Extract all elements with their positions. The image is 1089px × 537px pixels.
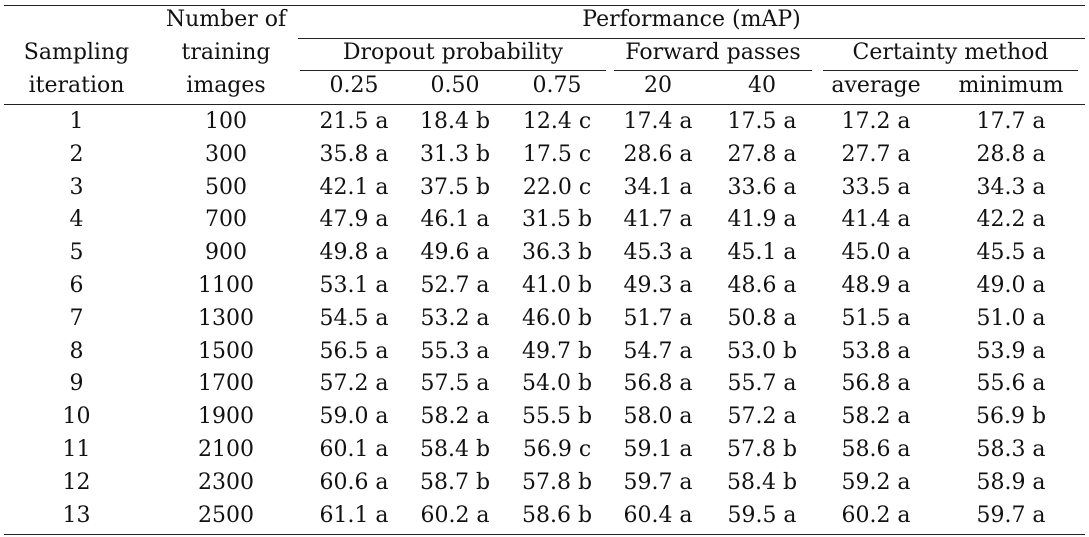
cell-dropout-050: 49.6 a [420, 240, 490, 265]
cell-dropout-075: 12.4 c [522, 109, 592, 134]
cell-dropout-075: 46.0 b [521, 306, 593, 331]
cell-certainty-average: 60.2 a [841, 503, 911, 528]
cell-dropout-075: 54.0 b [521, 371, 593, 396]
cell-forward-40: 17.5 a [727, 109, 797, 134]
cell-images: 500 [205, 175, 247, 200]
cell-dropout-075: 49.7 b [521, 339, 593, 364]
cell-images: 1700 [198, 371, 254, 396]
cell-forward-40: 57.2 a [727, 404, 797, 429]
cell-forward-40: 55.7 a [727, 371, 797, 396]
cell-dropout-050: 53.2 a [420, 306, 490, 331]
cell-dropout-075: 31.5 b [521, 207, 593, 232]
cell-dropout-050: 57.5 a [420, 371, 490, 396]
header-images-line2: training [181, 40, 271, 65]
cell-certainty-minimum: 55.6 a [976, 371, 1046, 396]
header-sub-minimum: minimum [958, 73, 1064, 98]
cell-iteration: 3 [69, 175, 84, 200]
performance-rule [298, 38, 1085, 39]
cell-dropout-025: 54.5 a [319, 306, 389, 331]
cell-forward-40: 57.8 b [726, 437, 798, 462]
cell-images: 900 [205, 240, 247, 265]
cell-certainty-minimum: 34.3 a [976, 175, 1046, 200]
cell-dropout-025: 59.0 a [319, 404, 389, 429]
cell-forward-20: 54.7 a [623, 339, 693, 364]
cell-dropout-025: 35.8 a [319, 142, 389, 167]
cell-dropout-075: 22.0 c [522, 175, 592, 200]
cell-certainty-minimum: 53.9 a [976, 339, 1046, 364]
cell-dropout-050: 58.4 b [419, 437, 491, 462]
cell-certainty-average: 27.7 a [841, 142, 911, 167]
cell-dropout-025: 47.9 a [319, 207, 389, 232]
header-images-line3: images [186, 73, 266, 98]
cell-forward-20: 34.1 a [623, 175, 693, 200]
cell-dropout-025: 57.2 a [319, 371, 389, 396]
cell-dropout-025: 21.5 a [319, 109, 389, 134]
cell-forward-20: 28.6 a [623, 142, 693, 167]
cell-iteration: 4 [69, 207, 84, 232]
cell-dropout-050: 52.7 a [420, 273, 490, 298]
cell-forward-40: 59.5 a [727, 503, 797, 528]
cell-dropout-050: 55.3 a [420, 339, 490, 364]
header-sub-dropout-075: 0.75 [532, 73, 582, 98]
cell-certainty-average: 53.8 a [841, 339, 911, 364]
cell-dropout-075: 55.5 b [521, 404, 593, 429]
header-forward-group: Forward passes [625, 40, 801, 65]
cell-dropout-075: 56.9 c [522, 437, 592, 462]
cell-dropout-050: 58.2 a [420, 404, 490, 429]
header-sub-average: average [831, 73, 921, 98]
header-iteration-line1: Sampling [23, 40, 130, 65]
cell-dropout-050: 31.3 b [419, 142, 491, 167]
cell-dropout-025: 60.6 a [319, 470, 389, 495]
bottom-rule [4, 534, 1085, 535]
cell-dropout-075: 58.6 b [521, 503, 593, 528]
cell-forward-20: 59.1 a [623, 437, 693, 462]
cell-certainty-minimum: 59.7 a [976, 503, 1046, 528]
cell-certainty-minimum: 49.0 a [976, 273, 1046, 298]
certainty-rule [823, 70, 1078, 71]
cell-dropout-050: 58.7 b [419, 470, 491, 495]
cell-certainty-minimum: 51.0 a [976, 306, 1046, 331]
cell-dropout-050: 46.1 a [420, 207, 490, 232]
cell-certainty-minimum: 17.7 a [976, 109, 1046, 134]
header-certainty-group: Certainty method [852, 40, 1049, 65]
forward-rule [614, 70, 812, 71]
cell-certainty-average: 58.2 a [841, 404, 911, 429]
header-sub-forward-20: 20 [644, 73, 672, 98]
cell-images: 100 [205, 109, 247, 134]
cell-images: 300 [205, 142, 247, 167]
cell-dropout-050: 18.4 b [419, 109, 491, 134]
cell-iteration: 12 [62, 470, 91, 495]
cell-dropout-075: 57.8 b [521, 470, 593, 495]
cell-dropout-050: 60.2 a [420, 503, 490, 528]
cell-iteration: 13 [62, 503, 91, 528]
cell-iteration: 1 [69, 109, 84, 134]
cell-forward-20: 60.4 a [623, 503, 693, 528]
cell-iteration: 11 [62, 437, 91, 462]
header-sub-forward-40: 40 [748, 73, 776, 98]
cell-iteration: 6 [69, 273, 84, 298]
cell-images: 1100 [198, 273, 254, 298]
header-rule [4, 104, 1085, 105]
cell-iteration: 2 [69, 142, 84, 167]
cell-certainty-minimum: 28.8 a [976, 142, 1046, 167]
cell-certainty-average: 56.8 a [841, 371, 911, 396]
cell-certainty-minimum: 56.9 b [975, 404, 1047, 429]
cell-forward-40: 27.8 a [727, 142, 797, 167]
cell-forward-20: 45.3 a [623, 240, 693, 265]
cell-certainty-average: 58.6 a [841, 437, 911, 462]
cell-certainty-minimum: 58.3 a [976, 437, 1046, 462]
cell-dropout-025: 49.8 a [319, 240, 389, 265]
cell-dropout-075: 36.3 b [521, 240, 593, 265]
cell-forward-20: 41.7 a [623, 207, 693, 232]
cell-iteration: 9 [69, 371, 84, 396]
cell-dropout-025: 42.1 a [319, 175, 389, 200]
cell-forward-20: 59.7 a [623, 470, 693, 495]
header-sub-dropout-025: 0.25 [329, 73, 379, 98]
header-sub-dropout-050: 0.50 [430, 73, 480, 98]
header-images-line1: Number of [165, 7, 287, 32]
cell-certainty-average: 51.5 a [841, 306, 911, 331]
cell-images: 1500 [198, 339, 254, 364]
cell-certainty-average: 45.0 a [841, 240, 911, 265]
cell-iteration: 10 [62, 404, 91, 429]
cell-iteration: 5 [69, 240, 84, 265]
cell-dropout-025: 61.1 a [319, 503, 389, 528]
cell-certainty-minimum: 42.2 a [976, 207, 1046, 232]
cell-forward-20: 56.8 a [623, 371, 693, 396]
cell-dropout-025: 53.1 a [319, 273, 389, 298]
cell-images: 1900 [198, 404, 254, 429]
cell-forward-20: 49.3 a [623, 273, 693, 298]
cell-forward-20: 17.4 a [623, 109, 693, 134]
cell-certainty-average: 48.9 a [841, 273, 911, 298]
header-dropout-group: Dropout probability [342, 40, 564, 65]
cell-images: 2500 [198, 503, 254, 528]
cell-forward-40: 58.4 b [726, 470, 798, 495]
cell-dropout-075: 41.0 b [521, 273, 593, 298]
cell-images: 2300 [198, 470, 254, 495]
cell-forward-40: 41.9 a [727, 207, 797, 232]
cell-dropout-025: 60.1 a [319, 437, 389, 462]
cell-forward-20: 51.7 a [623, 306, 693, 331]
dropout-rule [300, 70, 606, 71]
cell-dropout-075: 17.5 c [522, 142, 592, 167]
cell-forward-40: 48.6 a [727, 273, 797, 298]
cell-iteration: 8 [69, 339, 84, 364]
cell-certainty-minimum: 58.9 a [976, 470, 1046, 495]
cell-dropout-050: 37.5 b [419, 175, 491, 200]
cell-forward-40: 50.8 a [727, 306, 797, 331]
cell-forward-40: 33.6 a [727, 175, 797, 200]
cell-dropout-025: 56.5 a [319, 339, 389, 364]
cell-forward-40: 53.0 b [726, 339, 798, 364]
cell-certainty-average: 41.4 a [841, 207, 911, 232]
header-performance: Performance (mAP) [582, 7, 801, 32]
cell-certainty-average: 59.2 a [841, 470, 911, 495]
cell-images: 2100 [198, 437, 254, 462]
cell-certainty-average: 17.2 a [841, 109, 911, 134]
cell-certainty-minimum: 45.5 a [976, 240, 1046, 265]
cell-iteration: 7 [69, 306, 84, 331]
cell-images: 1300 [198, 306, 254, 331]
header-iteration-line2: iteration [28, 73, 125, 98]
cell-images: 700 [205, 207, 247, 232]
cell-forward-20: 58.0 a [623, 404, 693, 429]
cell-certainty-average: 33.5 a [841, 175, 911, 200]
top-rule [4, 5, 1085, 6]
cell-forward-40: 45.1 a [727, 240, 797, 265]
